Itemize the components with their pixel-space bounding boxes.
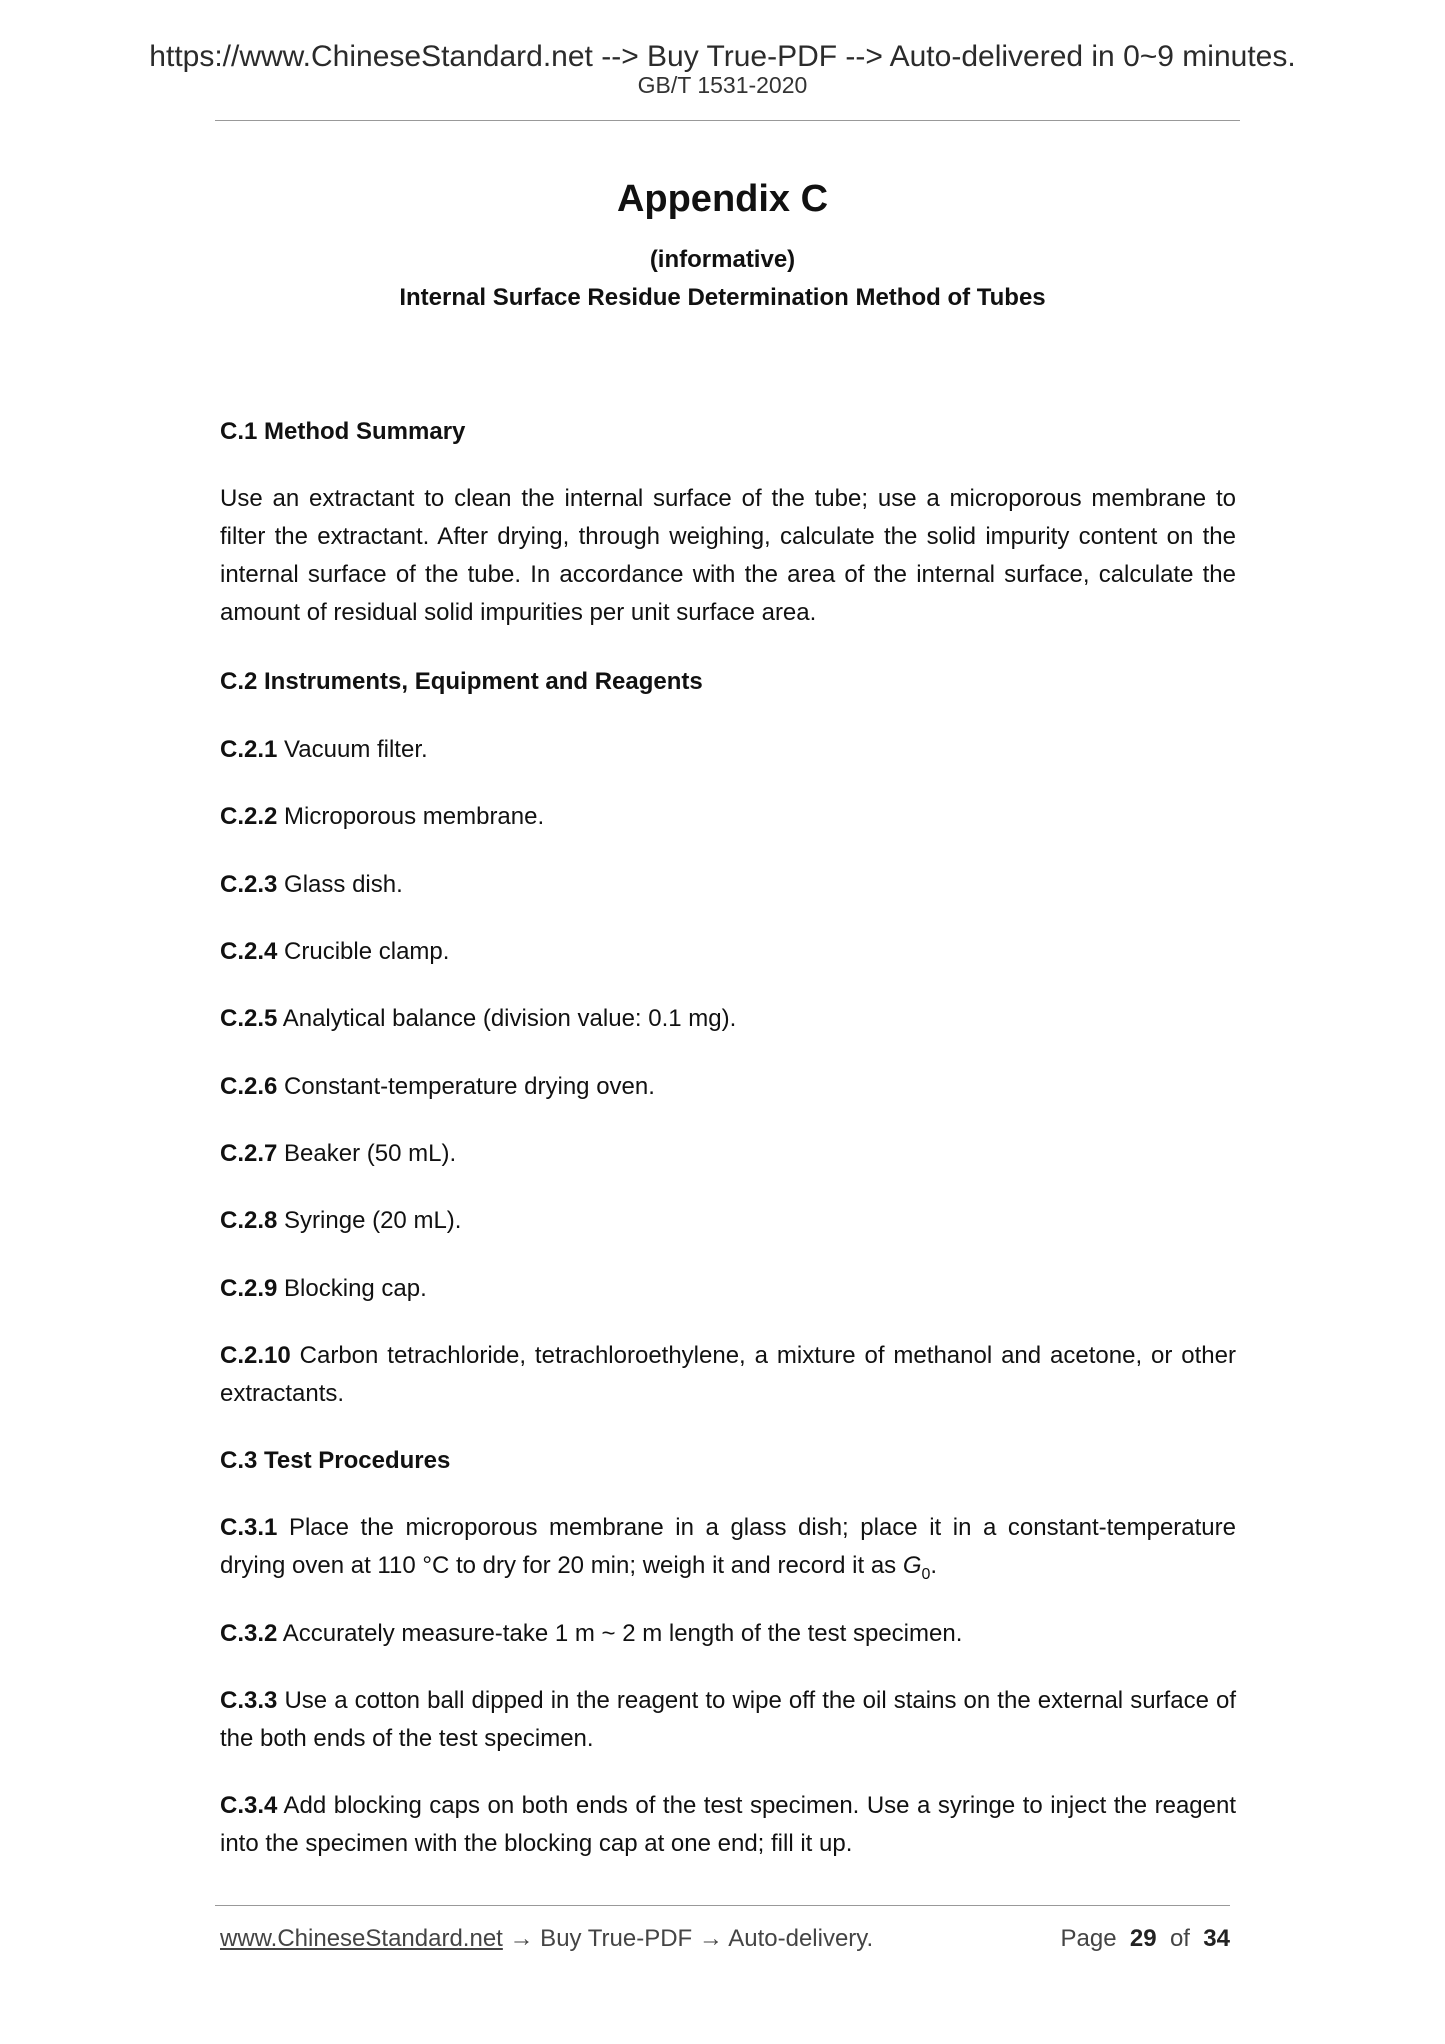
list-item	[220, 1270, 1236, 1308]
list-item	[220, 1337, 1236, 1413]
list-item	[220, 866, 1236, 904]
list-item	[220, 1202, 1236, 1240]
item-text: Vacuum filter.	[284, 736, 428, 763]
item-number: C.3.2	[220, 1620, 278, 1647]
list-item	[220, 1615, 1236, 1653]
item-text: Beaker (50 mL).	[284, 1140, 457, 1167]
item-text: Crucible clamp.	[284, 938, 450, 965]
item-text: Carbon tetrachloride, tetrachloroethylene, a mixture of methanol and acetone, or other extractants.	[220, 1342, 1236, 1407]
item-text: Constant-temperature drying oven.	[284, 1073, 655, 1100]
section-heading-c1: C.1 Method Summary	[220, 418, 466, 445]
header-divider	[215, 120, 1240, 121]
item-text: Analytical balance (division value: 0.1 mg).	[282, 1005, 737, 1032]
item-text-tail: .	[930, 1552, 938, 1579]
item-number: C.3.4	[220, 1792, 278, 1819]
appendix-name: Internal Surface Residue Determination Method of Tubes	[399, 284, 1046, 311]
page-footer	[220, 1925, 1230, 1953]
item-text: Microporous membrane.	[284, 803, 545, 830]
footer-divider	[215, 1905, 1230, 1906]
item-text: Blocking cap.	[284, 1275, 427, 1302]
variable-subscript: 0	[921, 1565, 931, 1583]
footer-link[interactable]: www.ChineseStandard.net	[220, 1925, 503, 1952]
item-number: C.3.1	[220, 1514, 278, 1541]
section-heading-c2: C.2 Instruments, Equipment and Reagents	[220, 668, 703, 695]
item-text: Syringe (20 mL).	[284, 1207, 462, 1234]
item-number: C.2.10	[220, 1342, 291, 1369]
item-number: C.2.5	[220, 1005, 278, 1032]
item-text: Accurately measure-take 1 m ~ 2 m length of the test specimen.	[282, 1620, 963, 1647]
section-heading-c3: C.3 Test Procedures	[220, 1447, 451, 1474]
list-item	[220, 1509, 1236, 1594]
item-number: C.2.6	[220, 1073, 278, 1100]
footer-text: → Buy True-PDF → Auto-delivery.	[502, 1925, 874, 1952]
item-number: C.2.7	[220, 1140, 278, 1167]
list-item	[220, 1068, 1236, 1106]
current-page: 29	[1129, 1925, 1157, 1952]
page-label: Page	[1060, 1925, 1117, 1952]
item-text: Glass dish.	[284, 871, 403, 898]
item-number: C.2.4	[220, 938, 278, 965]
header-url[interactable]: https://www.ChineseStandard.net --> Buy True-PDF --> Auto-delivered in 0~9 minutes.	[149, 40, 1296, 73]
of-label: of	[1169, 1925, 1190, 1952]
item-number: C.2.8	[220, 1207, 278, 1234]
list-item	[220, 1135, 1236, 1173]
item-text: Place the microporous membrane in a glass dish; place it in a constant-temperature drying oven at 110 °C to dry for 20 min; weigh it and record it as	[220, 1514, 1236, 1579]
total-pages: 34	[1203, 1925, 1230, 1952]
list-item	[220, 1000, 1236, 1038]
item-number: C.2.2	[220, 803, 278, 830]
list-item	[220, 933, 1236, 971]
list-item	[220, 1787, 1236, 1863]
page-number	[1060, 1925, 1230, 1953]
list-item	[220, 731, 1236, 769]
appendix-title: Appendix C	[616, 178, 829, 220]
item-number: C.3.3	[220, 1687, 278, 1714]
item-number: C.2.3	[220, 871, 278, 898]
appendix-type: (informative)	[649, 246, 796, 273]
list-item	[220, 798, 1236, 836]
standard-code: GB/T 1531-2020	[637, 72, 808, 98]
section-text-c1: Use an extractant to clean the internal surface of the tube; use a microporous membrane to filter the extractant. After drying, through weighing, calculate the solid impurity content on the internal surface of the tube. In accordance with the area of the internal surface, calculate the amount of residual solid impurities per unit surface area.	[220, 485, 1236, 626]
item-number: C.2.1	[220, 736, 278, 763]
variable-g: G	[902, 1552, 922, 1579]
item-number: C.2.9	[220, 1275, 278, 1302]
item-text: Use a cotton ball dipped in the reagent to wipe off the oil stains on the external surface of the both ends of the test specimen.	[220, 1687, 1237, 1752]
list-item	[220, 1682, 1236, 1758]
item-text: Add blocking caps on both ends of the test specimen. Use a syringe to inject the reagent into the specimen with the blocking cap at one end; fill it up.	[220, 1792, 1237, 1857]
